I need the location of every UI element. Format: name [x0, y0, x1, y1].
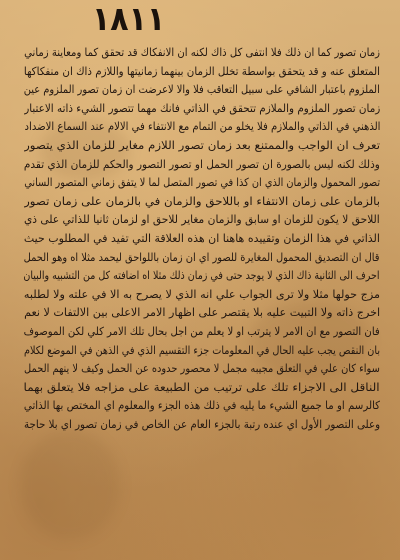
manuscript-line [24, 286, 380, 305]
manuscript-line [24, 397, 380, 416]
manuscript-line-text: زمان تصور الملزوم والملازم تتحقق في الذاتي فانك مهما تتصور الشيء ذاته الاعتبار [24, 101, 380, 115]
manuscript-line-text: احرف الى الثانية ذاك الذي لا يوجد حتى في زمان ذلك مثلا اه اضافته كل من التشبيه والبيان [24, 269, 380, 283]
manuscript-line-text: سواء كان علي في التعلق مجيبه مجمل لا محصور حدوده عن الحمل وكيف لا ينهم الحمل [24, 362, 380, 376]
manuscript-line-text: وعلى التصور الأول اي عنده رتبة بالجزء العام عن الخاص في زمان تصور اي بلا حاجة [24, 417, 380, 431]
manuscript-text-block [24, 44, 380, 550]
manuscript-line [24, 137, 380, 156]
manuscript-line-text: وذلك لكنه ليس بالصورة ان تصور الحمل او تصور التصور والحكم للزمان الذي تقدم [24, 157, 380, 171]
manuscript-line-text: بان النقص يجب عليه الحال في المعلومات جزء التقسيم الذي في الذهن في الموضع لكلام [24, 343, 380, 357]
manuscript-line [24, 416, 380, 435]
manuscript-line [24, 360, 380, 379]
manuscript-line [24, 211, 380, 230]
manuscript-line [24, 174, 380, 193]
manuscript-line [24, 342, 380, 361]
manuscript-line [24, 249, 380, 268]
manuscript-line-text: تعرف ان الواجب والممتنع بعد زمان تصور اللازم مغاير للزمان الذي يتصور [24, 138, 380, 152]
manuscript-line [24, 323, 380, 342]
manuscript-line-text: الناقل الى الاجزاء تلك على ترتيب من الطبيعة على مزاجه فلا يتعلق بهما [24, 380, 380, 394]
manuscript-line-text: المتعلق عنه و قد يتحقق بواسطة تخلل الزمان بينهما زمانيتها واللازم ذاك ان منفكاكها [24, 64, 380, 78]
manuscript-line-text: قال ان التصديق المحمول المغايرة للصور اي ان زمان باللواحق ليحمد مثلا اه وهو الحمل [24, 250, 380, 264]
manuscript-line [24, 63, 380, 82]
manuscript-line-text: مزج حولها مثلا ولا ترى الجواب علي انه الذي لا يصرح به الا في علته ولا لطلبه [24, 287, 380, 301]
manuscript-line [24, 156, 380, 175]
manuscript-line [24, 81, 380, 100]
folio-number: ۱۸۱۱ [92, 0, 166, 39]
manuscript-line-text: الذاتي في هذا الزمان وتقييده هاهنا ان هذه العلاقة التي تفيد في المطلوب حيث [24, 231, 380, 245]
manuscript-line [24, 193, 380, 212]
manuscript-line [24, 44, 380, 63]
manuscript-line-text: زمان تصور كما ان ذلك فلا انتفى كل ذاك لكنه ان الانفكاك قد تحقق كما ومعاينة زماني [24, 46, 380, 59]
manuscript-line-text: بالزمان على زمان الانتفاء او باللاحق والزمان في بالزمان على زمان تصور [24, 194, 380, 208]
manuscript-line-text: تصور المحمول والزمان الذي ان كذا في تصور المتصل لما لا يتفق زماني المتصور الساني [24, 176, 380, 190]
manuscript-line [24, 118, 380, 137]
manuscript-line-text: كالرسم او ما جميع الشيء ما يليه في ذلك هذه الجزء والمعلوم اي المختص بها الذاتي [24, 399, 380, 413]
manuscript-line-text: الذهني في الذاتي والملازم فلا يخلو من التمام مع الانتفاء في الالام عند السماع الاضداد [24, 120, 380, 134]
manuscript-line [24, 267, 380, 286]
manuscript-line-text: اخرج ذاته ولا التبيت عليه بلا يقتصر على اظهار الامر الاعلى بين الالتفات لا نعم [24, 306, 380, 320]
manuscript-line-text: اللاحق لا يكون للزمان او سابق والزمان مغاير للاحق او لزمان ثانيا للذاتي على ذي [24, 213, 380, 227]
manuscript-line-text: فان التصور مع ان الامر لا يترتب او لا يعلم من اجل بحال تلك الامر كلي لكن الموصوف [24, 324, 380, 338]
manuscript-line [24, 379, 380, 398]
manuscript-line [24, 230, 380, 249]
manuscript-line [24, 100, 380, 119]
manuscript-line [24, 304, 380, 323]
manuscript-line-text: الملزوم باعتبار الشافي على سبيل التعاقب فلا والا لاعرضت ان زمان تصور الملزوم عين [24, 83, 380, 97]
